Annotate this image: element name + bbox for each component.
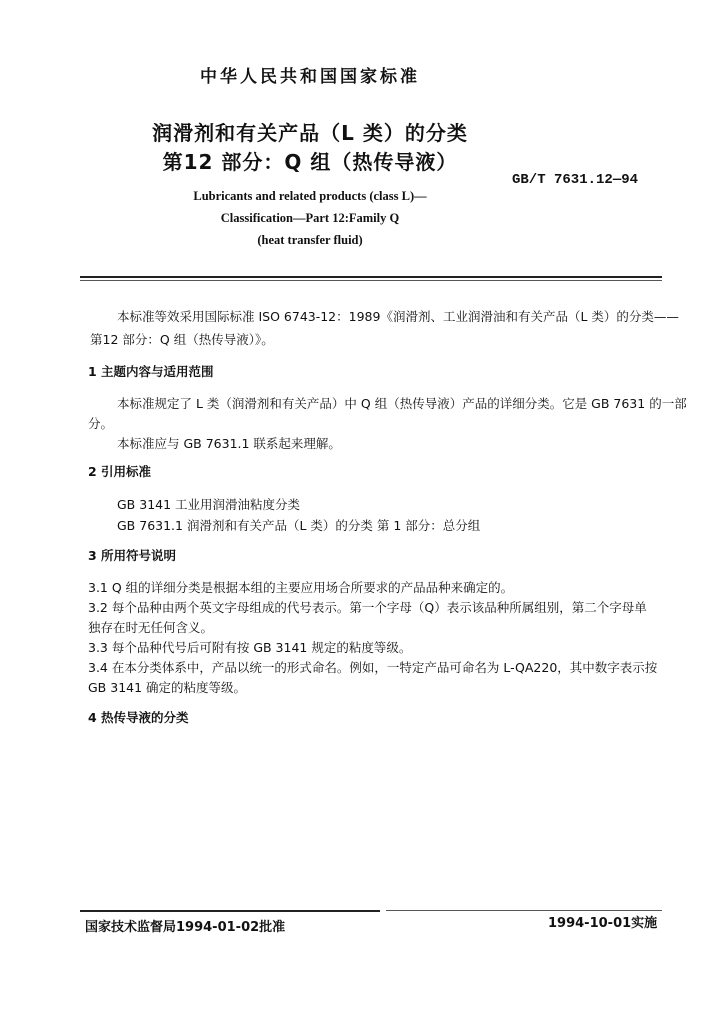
section1-heading: 1 主题内容与适用范围 [88, 364, 214, 379]
header-rule-thin [80, 280, 662, 281]
section2-heading: 2 引用标准 [88, 464, 152, 479]
reference-gb3141: GB 3141 工业用润滑油粘度分类 [117, 497, 301, 512]
intro-line1: 本标准等效采用国际标准 ISO 6743-12：1989《润滑剂、工业润滑油和有关产品（L 类）的分类—— [117, 309, 679, 324]
clause-3-4-line1: 3.4 在本分类体系中，产品以统一的形式命名。例如，一特定产品可命名为 L-QA220，其中数字表示按 [88, 660, 658, 675]
implementation-date: 1994-10-01实施 [548, 916, 658, 931]
clause-3-3: 3.3 每个品种代号后可附有按 GB 3141 规定的粘度等级。 [88, 640, 412, 655]
header-rule [80, 276, 662, 278]
clause-3-2-line2: 独存在时无任何含义。 [88, 620, 214, 635]
clause-3-4-line2: GB 3141 确定的粘度等级。 [88, 680, 247, 695]
section3-heading: 3 所用符号说明 [88, 548, 177, 563]
reference-gb7631-1: GB 7631.1 润滑剂和有关产品（L 类）的分类 第 1 部分：总分组 [117, 518, 481, 533]
title-english-line1: Lubricants and related products (class L)— [193, 189, 427, 203]
section1-para1-line2: 分。 [88, 416, 114, 431]
section1-para2: 本标准应与 GB 7631.1 联系起来理解。 [117, 436, 341, 451]
clause-3-1: 3.1 Q 组的详细分类是根据本组的主要应用场合所要求的产品品种来确定的。 [88, 580, 514, 595]
title-english-line2: Classification—Part 12:Family Q [220, 211, 400, 225]
national-standard-header: 中华人民共和国国家标准 [200, 67, 420, 87]
title-english-line3: (heat transfer fluid) [257, 233, 363, 247]
footer-rule-right [386, 910, 662, 911]
clause-3-2-line1: 3.2 每个品种由两个英文字母组成的代号表示。第一个字母（Q）表示该品种所属组别，第二个字母单 [88, 600, 647, 615]
footer-rule-left [80, 910, 380, 912]
approval-date: 国家技术监督局1994-01-02批准 [85, 920, 286, 935]
section4-heading: 4 热传导液的分类 [88, 710, 189, 725]
intro-line2: 第12 部分：Q 组（热传导液）》。 [90, 332, 274, 347]
title-chinese-line1: 润滑剂和有关产品（L 类）的分类 [152, 121, 468, 145]
section1-para1-line1: 本标准规定了 L 类（润滑剂和有关产品）中 Q 组（热传导液）产品的详细分类。它是 GB 7631 的一部 [117, 396, 687, 411]
standard-number: GB/T 7631.12—94 [512, 172, 639, 188]
title-chinese-line2: 第12 部分：Q 组（热传导液） [162, 150, 458, 174]
